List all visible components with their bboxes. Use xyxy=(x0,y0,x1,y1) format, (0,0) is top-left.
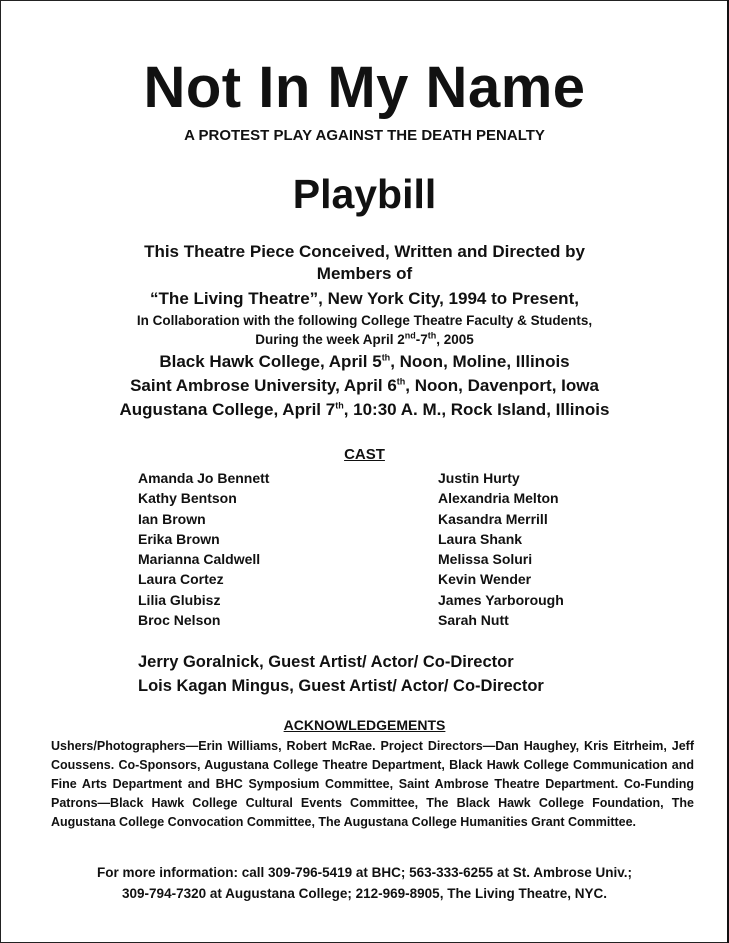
cast-list-left xyxy=(138,468,269,630)
intro-line-3: “The Living Theatre”, New York City, 1994 to Present, xyxy=(150,289,579,308)
guest-artist-1: Jerry Goralnick, Guest Artist/ Actor/ Co-Director xyxy=(138,653,514,671)
acknowledgements-heading: ACKNOWLEDGEMENTS xyxy=(283,717,446,733)
intro-line-1: This Theatre Piece Conceived, Written and Directed by xyxy=(144,242,585,261)
contact-info-line-1: For more information: call 309-796-5419 at BHC; 563-333-6255 at St. Ambrose Univ.; xyxy=(97,865,632,880)
playbill-heading: Playbill xyxy=(292,171,437,217)
cast-member: Alexandria Melton xyxy=(438,490,559,507)
cast-member: Erika Brown xyxy=(138,530,220,547)
intro-line-2: Members of xyxy=(316,264,413,283)
venue-saint-ambrose: Saint Ambrose University, April 6th, Noon, Davenport, Iowa xyxy=(130,376,599,395)
cast-member: James Yarborough xyxy=(438,591,564,608)
intro-line-4: In Collaboration with the following College Theatre Faculty & Students, xyxy=(136,313,593,328)
contact-info-line-2: 309-794-7320 at Augustana College; 212-969-8905, The Living Theatre, NYC. xyxy=(122,886,607,901)
intro-dates: During the week April 2nd-7th, 2005 xyxy=(255,330,474,347)
cast-member: Amanda Jo Bennett xyxy=(138,470,270,486)
cast-member: Laura Cortez xyxy=(138,571,224,588)
cast-member: Laura Shank xyxy=(438,530,523,547)
venue-augustana: Augustana College, April 7th, 10:30 A. M., Rock Island, Illinois xyxy=(119,400,610,419)
venue-black-hawk: Black Hawk College, April 5th, Noon, Moline, Illinois xyxy=(159,352,570,371)
cast-member: Broc Nelson xyxy=(138,612,221,629)
cast-list-right xyxy=(438,468,564,630)
subtitle: A PROTEST PLAY AGAINST THE DEATH PENALTY xyxy=(184,127,545,144)
cast-member: Marianna Caldwell xyxy=(138,551,261,568)
guest-artist-2: Lois Kagan Mingus, Guest Artist/ Actor/ Co-Director xyxy=(138,677,544,695)
acknowledgements-body: Ushers/Photographers—Erin Williams, Robert McRae. Project Directors—Dan Haughey, Kris Eitrheim, Jeff Coussens. Co-Sponsors, Augustana College Theatre Department, Black Hawk College Communication and Fine Arts Department and BHC Symposium Committee, Saint Ambrose Theatre Department. Co-Funding Patrons—Black Hawk College Cultural Events Committee, The Black Hawk College Foundation, The Augustana College Convocation Committee, The Augustana College Humanities Grant Committee. xyxy=(51,739,694,829)
page-title: Not In My Name xyxy=(143,55,586,120)
cast-member: Kathy Bentson xyxy=(138,490,237,507)
cast-member: Kasandra Merrill xyxy=(438,510,548,527)
cast-member: Sarah Nutt xyxy=(438,612,509,629)
cast-member: Kevin Wender xyxy=(438,571,532,588)
cast-member: Justin Hurty xyxy=(438,470,520,486)
cast-heading: CAST xyxy=(344,446,385,463)
cast-member: Ian Brown xyxy=(138,510,206,527)
cast-member: Lilia Glubisz xyxy=(138,591,221,608)
cast-member: Melissa Soluri xyxy=(438,551,533,568)
